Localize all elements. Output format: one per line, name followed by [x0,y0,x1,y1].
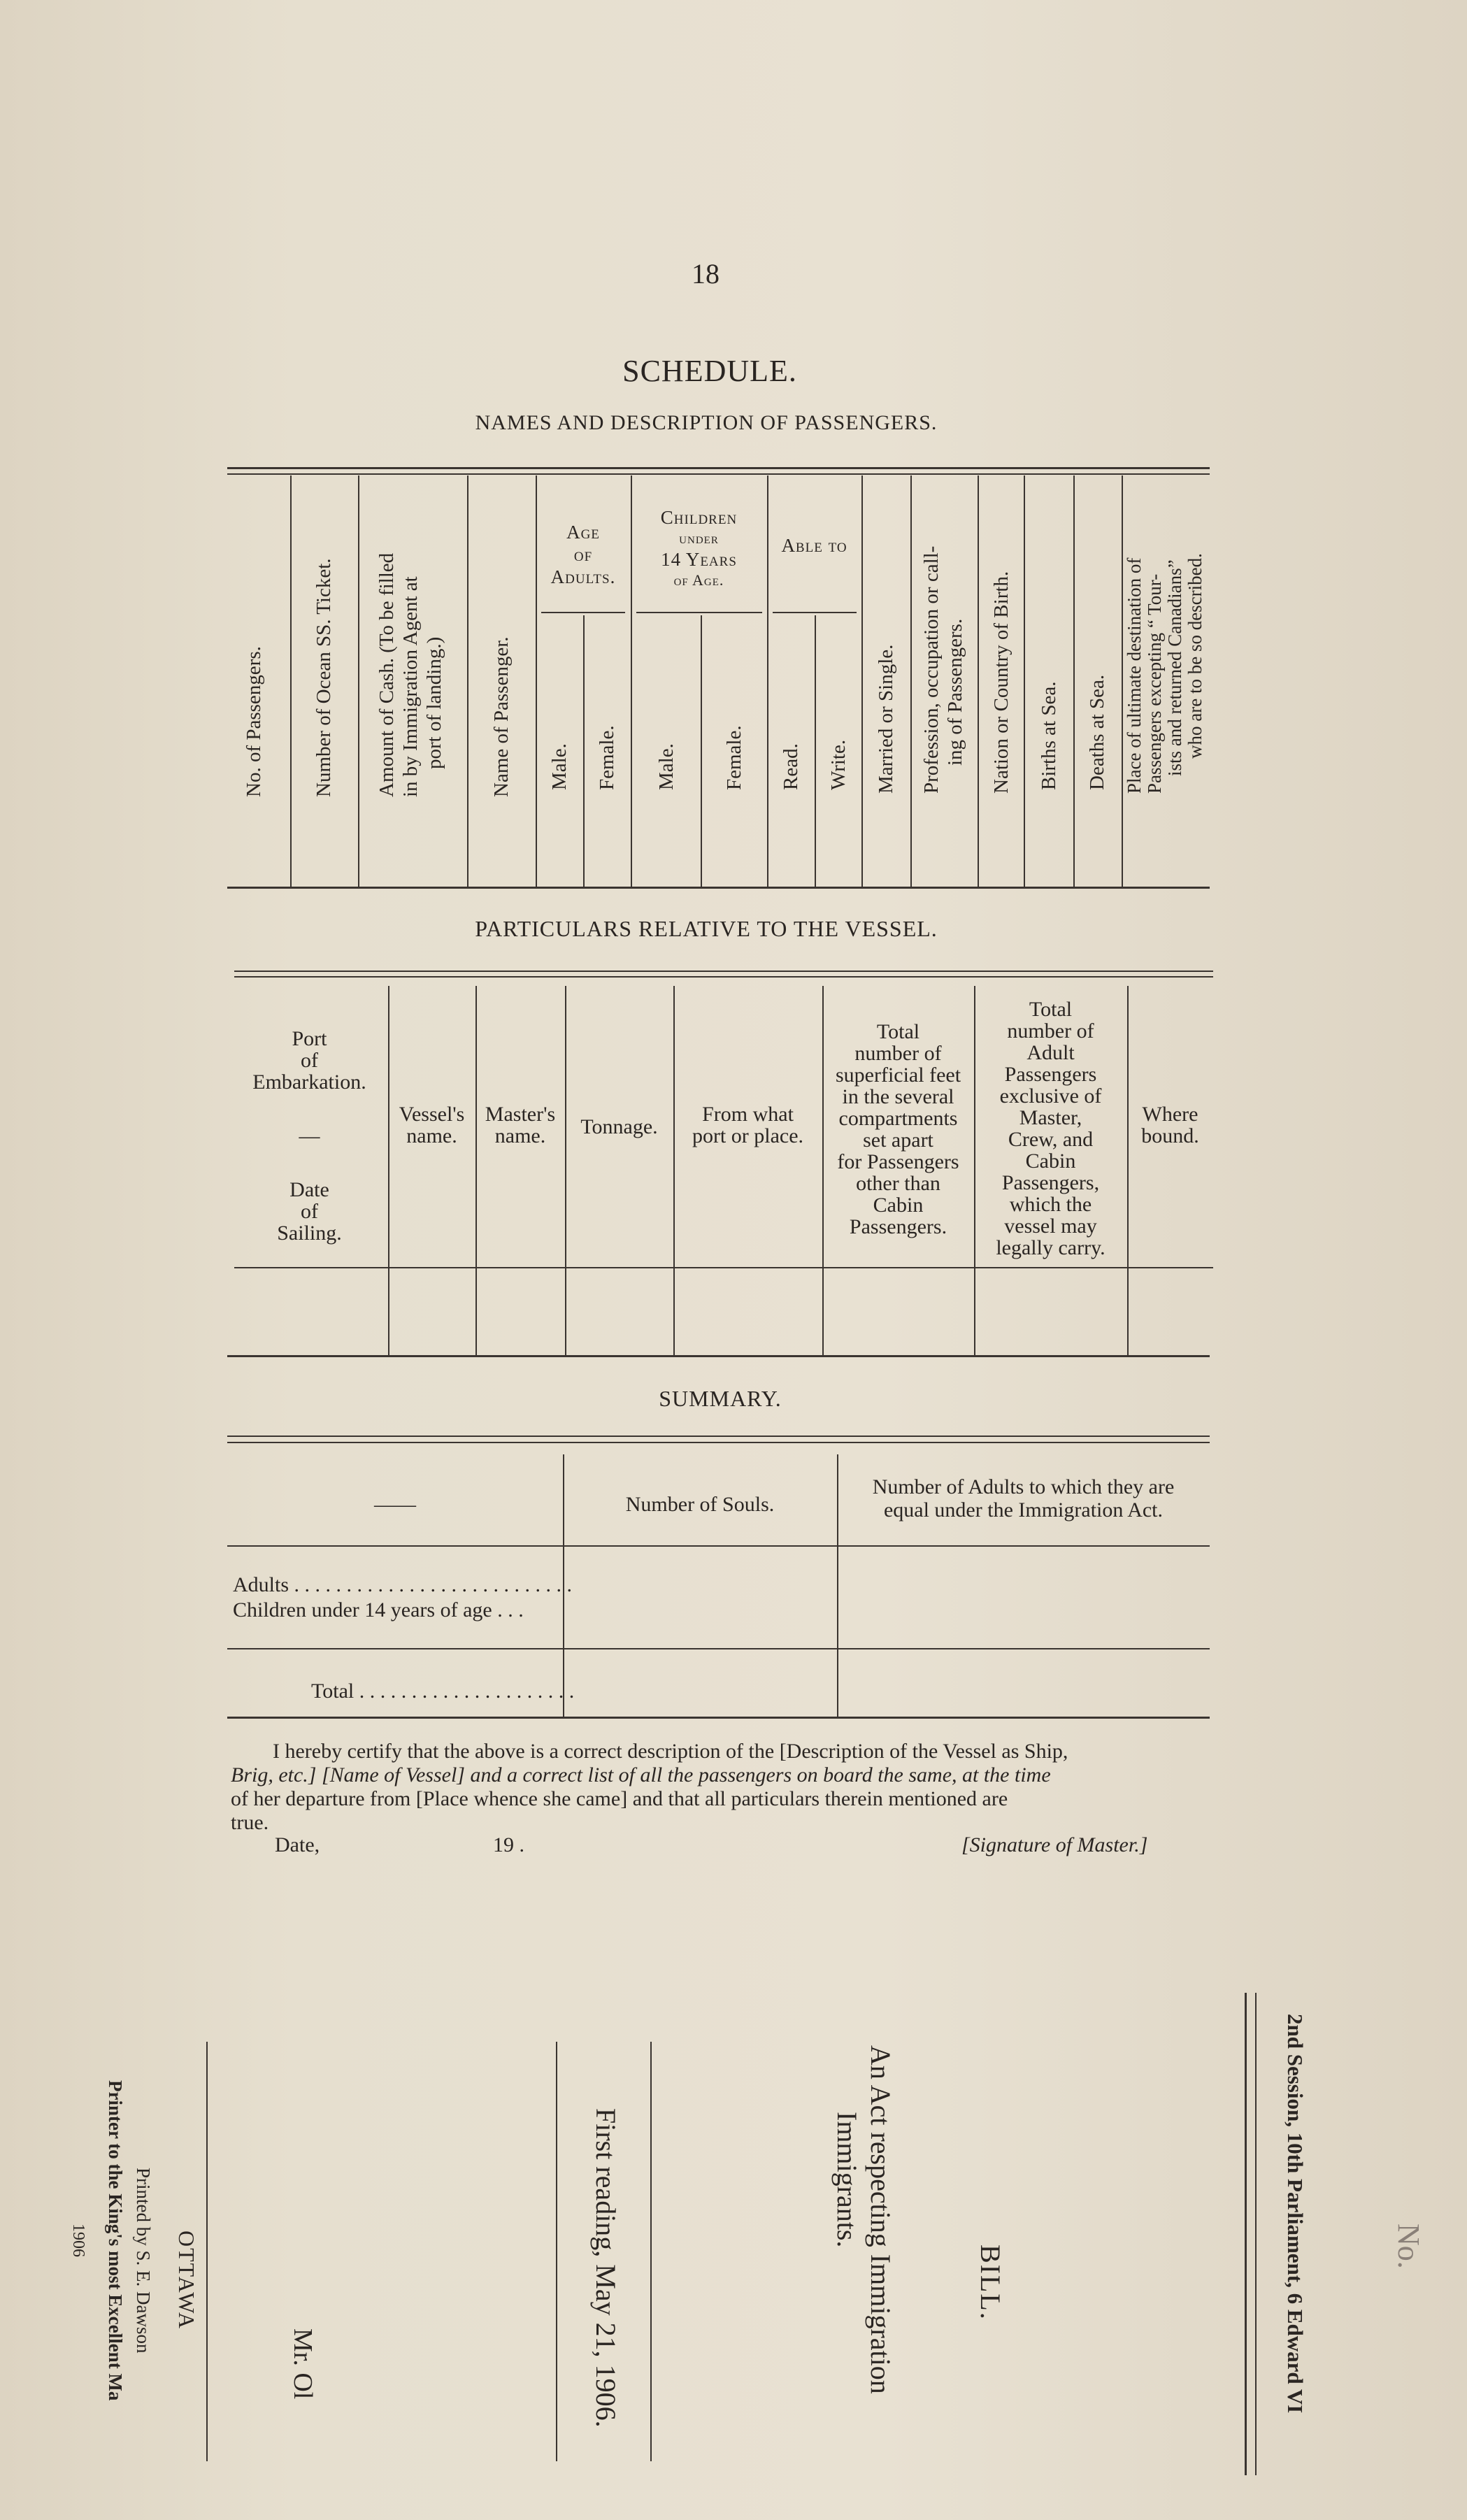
adults-row-label: Adults . . . . . . . . . . . . . . . . . . . . . . . . . . . [233,1573,573,1596]
ottawa-label: OTTAWA [174,2231,199,2330]
vessel-section-title: PARTICULARS RELATIVE TO THE VESSEL. [475,916,938,941]
adult-passengers-header: Total number of Adult Passengers exclusive of Master, Crew, and Cabin Passengers, which the vessel may legally carry. [996,998,1105,1259]
schedule-title: SCHEDULE. [622,354,797,388]
col-adult-male: Male. [548,743,571,790]
master-signature-label: [Signature of Master.] [961,1833,1148,1856]
port-embarkation-header: Port of Embarkation. — Date of Sailing. [252,1027,366,1245]
page-number: 18 [692,258,720,289]
summary-dash: —— [374,1493,416,1516]
mover-label: Mr. Ol [288,2328,317,2400]
from-port-header: From what port or place. [692,1103,804,1147]
bill-label: BILL. [975,2245,1006,2321]
printer-to-label: Printer to the King's most Excellent Ma [105,2080,126,2401]
children-row-label: Children under 14 years of age . . . [233,1598,524,1621]
adults-equal-header: Number of Adults to which they are equal under the Immigration Act. [872,1475,1175,1522]
bill-number-label: No. [1391,2224,1426,2269]
col-read: Read. [780,743,802,790]
children-under-14-header: Children under 14 Years of Age. [660,507,738,589]
col-married-single: Married or Single. [875,644,897,794]
col-births-sea: Births at Sea. [1038,681,1060,790]
date-label: Date, [275,1833,320,1856]
printed-by-label: Printed by S. E. Dawson [133,2168,154,2354]
year-label: 19 . [493,1833,524,1856]
superficial-feet-header: Total number of superficial feet in the several compartments set apart for Passengers other than Cabin Passengers. [835,1020,961,1238]
col-child-male: Male. [655,743,678,790]
col-write: Write. [827,739,850,790]
session-label: 2nd Session, 10th Parliament, 6 Edward VI [1283,2014,1308,2414]
act-title: An Act respecting Immigration Immigrants. [831,2045,896,2394]
total-row-label: Total . . . . . . . . . . . . . . . . . . . . . [311,1680,575,1703]
passengers-subtitle: NAMES AND DESCRIPTION OF PASSENGERS. [475,411,938,434]
master-name-header: Master's name. [485,1103,556,1147]
col-deaths-sea: Deaths at Sea. [1086,674,1108,790]
col-adult-female: Female. [596,725,618,790]
vessel-name-header: Vessel's name. [399,1103,465,1147]
col-name-passenger: Name of Passenger. [490,636,513,797]
age-of-adults-header: Age of Adults. [550,522,616,587]
year-1906-label: 1906 [69,2224,87,2257]
col-profession: Profession, occupation or call- ing of Passengers. [920,545,966,794]
certification-text: I hereby certify that the above is a correct description of the [Description of the Vessel as Ship, Brig, etc.] [Name of Vessel] and a correct list of all the passengers on board the same, at the time of her departure from [Place whence she came] and that all particulars therein mentioned are true. [231,1740,1068,1834]
first-reading-label: First reading, May 21, 1906. [590,2108,622,2428]
col-amount-cash: Amount of Cash. (To be filled in by Immigration Agent at port of landing.) [375,552,445,797]
number-of-souls-header: Number of Souls. [625,1493,775,1516]
tonnage-header: Tonnage. [580,1115,658,1138]
summary-title: SUMMARY. [659,1386,782,1411]
col-child-female: Female. [723,725,745,790]
where-bound-header: Where bound. [1141,1103,1199,1147]
col-ocean-ticket: Number of Ocean SS. Ticket. [313,558,335,797]
col-nation-birth: Nation or Country of Birth. [990,571,1012,794]
col-ultimate-destination: Place of ultimate destination of Passengers excepting “ Tour- ists and returned Canadians” who are to be so described. [1124,553,1205,794]
able-to-header: Able to [781,535,847,556]
col-no-passengers: No. of Passengers. [243,646,265,797]
